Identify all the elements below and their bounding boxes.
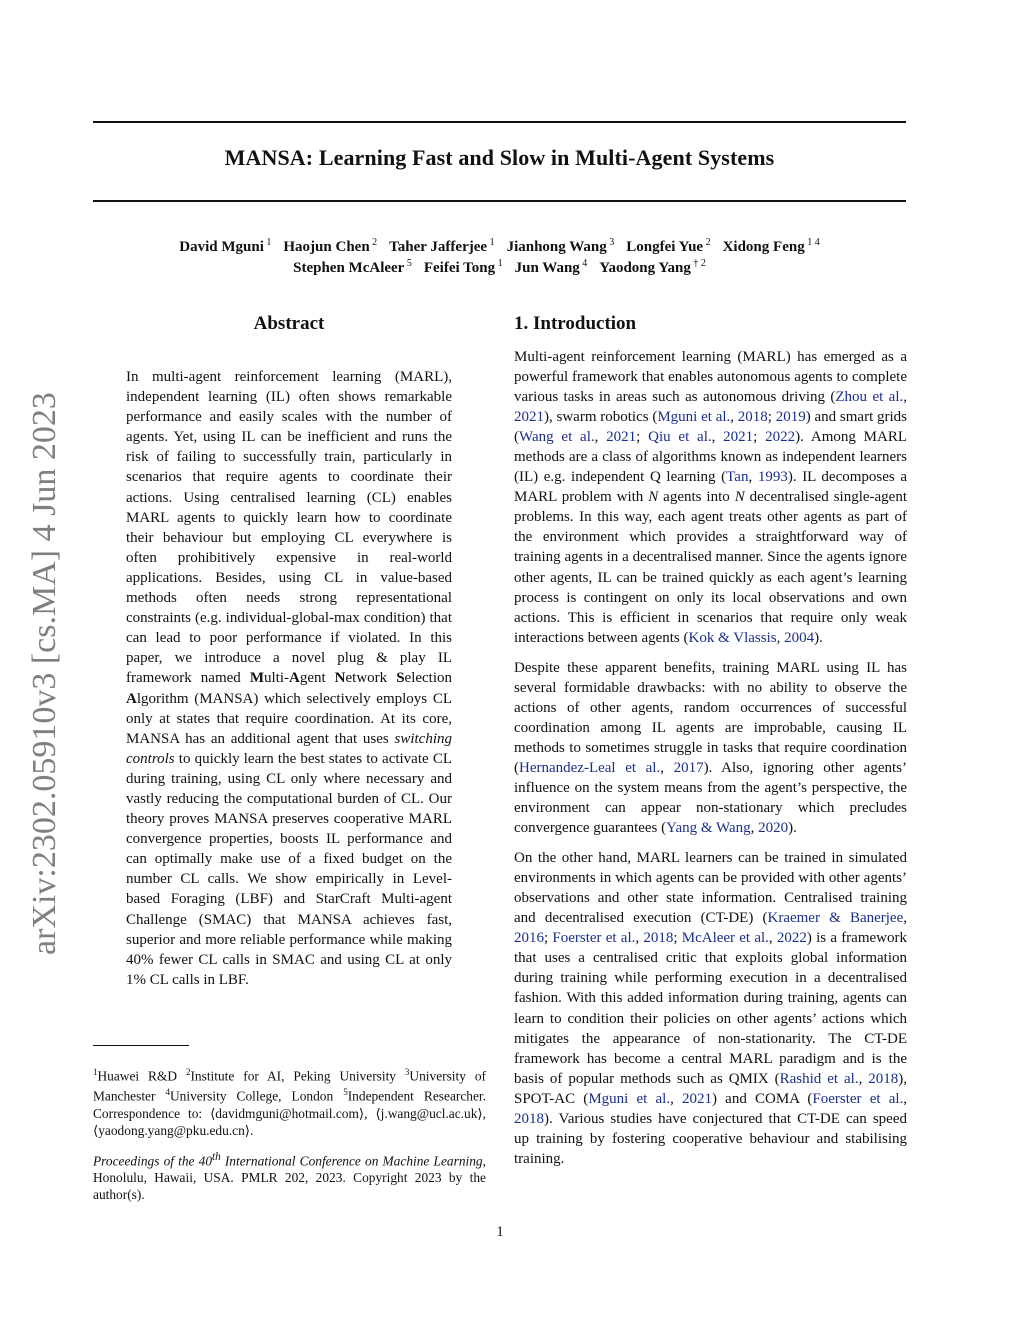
citation-link[interactable]: 2021 bbox=[682, 1090, 713, 1107]
author-name: Haojun Chen $^2$ bbox=[283, 237, 378, 255]
abstract-text-2: (MANSA) which selectively employs CL only at states that require coordination. At its core, MANSA has an additional agent that uses bbox=[126, 690, 452, 747]
paper-title: MANSA: Learning Fast and Slow in Multi-Agent Systems bbox=[224, 145, 775, 170]
citation-link[interactable]: 2021 bbox=[723, 429, 754, 446]
citation-link[interactable]: Kok & Vlassis bbox=[688, 629, 777, 646]
citation-link[interactable]: 2021 bbox=[606, 429, 637, 446]
citation-link[interactable]: 2018 bbox=[868, 1070, 899, 1087]
author-name: Yaodong Yang $^{\dagger 2}$ bbox=[599, 258, 706, 276]
citation-link[interactable]: Zhou et al. bbox=[835, 389, 904, 406]
citation-link[interactable]: Tan bbox=[726, 469, 749, 486]
citation-link[interactable]: 2021 bbox=[514, 409, 544, 426]
citation-link[interactable]: 2020 bbox=[758, 820, 789, 837]
introduction-heading: 1. Introduction bbox=[514, 313, 637, 334]
citation-link[interactable]: Hernandez-Leal et al. bbox=[519, 759, 661, 776]
citation-link[interactable]: Mguni et al. bbox=[657, 409, 731, 426]
author-name: Longfei Yue $^2$ bbox=[626, 237, 711, 255]
citation-link[interactable]: 2017 bbox=[673, 759, 704, 776]
citation-link[interactable]: 2018 bbox=[737, 409, 768, 426]
intro-paragraph-1: Multi-agent reinforcement learning (MARL) has emerged as a powerful framework that enables autonomous agents to complete various tasks in areas such as autonomous driving (Zhou et al., 2021), swarm robotics (Mguni et al., 2018; 2019) and smart grids (Wang et al., 2021; Qiu et al., 2021; 2022). Among MARL methods are a class of algorithms known as independent learners (IL) e.g. independent Q learning (Tan, 1993). IL decomposes a MARL problem with N agents into N decentralised single-agent problems. In this way, each agent treats other agents as part of the environment which provides a straightforward way of training agents in a decentralised manner. Since the agents ignore other agents, IL can be trained quickly as each agent’s learning process is contingent on only its local observations and own actions. This is efficient in scenarios that require only weak interactions between agents (Kok & Vlassis, 2004). bbox=[514, 349, 908, 646]
author-name: Stephen McAleer $^5$ bbox=[293, 258, 412, 276]
proceedings-note: Proceedings of the 40th International Conference on Machine Learning, Honolulu, Hawaii, USA. PMLR 202, 2023. Copyright 2023 by the author(s). bbox=[93, 1151, 486, 1203]
citation-link[interactable]: Qiu et al. bbox=[648, 429, 712, 446]
citation-link[interactable]: Mguni et al. bbox=[588, 1090, 671, 1107]
affiliation-marker: 1 4 bbox=[804, 237, 820, 248]
abstract-text-3: to quickly learn the best states to activate CL during training, using CL only where necessary and vastly reducing the computational burden of CL. Our theory proves MANSA preserves cooperative MARL convergence properties, boosts IL performance and can optimally make use of a fixed budget on the number CL calls. We show empirically in Level-based Foraging (LBF) and StarCraft Multi-agent Challenge (SMAC) that MANSA achieves fast, superior and more reliable performance while making 40% fewer CL calls in SMAC and using CL at only 1% CL calls in LBF. bbox=[126, 750, 452, 988]
abstract-body bbox=[126, 367, 452, 990]
title-rule-bottom bbox=[93, 200, 906, 202]
author-name: Taher Jafferjee $^1$ bbox=[389, 237, 495, 255]
author-list-line1 bbox=[93, 237, 906, 256]
abstract-heading: Abstract bbox=[253, 313, 325, 334]
citation-link[interactable]: 2022 bbox=[765, 429, 796, 446]
citation-link[interactable]: Foerster et al. bbox=[552, 930, 636, 947]
intro-paragraph-2: Despite these apparent benefits, training MARL using IL has several formidable drawbacks: with no ability to observe the actions of other agents, random occurrences of successful coordination among IL agents are improbable, causing IL methods to sometimes struggle in tasks that require coordination (Hernandez-Leal et al., 2017). Also, ignoring other agents’ influence on the system means from the agent’s perspective, the environment can appear non-stationary which precludes convergence guarantees (Yang & Wang, 2020). bbox=[514, 659, 907, 837]
abstract-italic-term: switching controls bbox=[126, 730, 452, 767]
citation-link[interactable]: Kraemer & Banerjee bbox=[767, 910, 904, 927]
affiliation-marker: 1 bbox=[487, 237, 495, 248]
citation-link[interactable]: Yang & Wang bbox=[666, 820, 751, 837]
affiliation-marker: 2 bbox=[703, 237, 711, 248]
citation-link[interactable]: 2016 bbox=[514, 930, 544, 947]
introduction-body bbox=[514, 347, 907, 1179]
affiliation-marker: 3 bbox=[606, 237, 615, 248]
affiliation-marker: † 2 bbox=[690, 258, 706, 269]
author-list-line2 bbox=[93, 258, 906, 277]
citation-link[interactable]: Wang et al. bbox=[519, 429, 595, 446]
citation-link[interactable]: 1993 bbox=[757, 469, 788, 486]
title-rule-top bbox=[93, 121, 906, 123]
citation-link[interactable]: 2022 bbox=[776, 930, 807, 947]
citation-link[interactable]: McAleer et al. bbox=[681, 930, 769, 947]
arxiv-stamp: arXiv:2302.05910v3 [cs.MA] 4 Jun 2023 bbox=[26, 392, 63, 955]
affiliations-footnote: $^1$Huawei R&D $^2$Institute for AI, Peking University $^3$University of Manchester $^4$University College, London $^5$Independent Researcher. Correspondence to: ⟨davidmguni@hotmail.com⟩, ⟨j.wang@ucl.ac.uk⟩, ⟨yaodong.yang@pku.edu.cn⟩. bbox=[93, 1067, 486, 1138]
author-name: Feifei Tong $^1$ bbox=[423, 258, 503, 276]
affiliation-marker: 1 bbox=[495, 258, 503, 269]
affiliation-marker: 5 bbox=[404, 258, 412, 269]
author-name: David Mguni $^1$ bbox=[179, 237, 272, 255]
footnote-rule bbox=[93, 1045, 189, 1046]
citation-link[interactable]: 2004 bbox=[784, 629, 815, 646]
citation-link[interactable]: Foerster et al. bbox=[812, 1090, 904, 1107]
citation-link[interactable]: Rashid et al. bbox=[779, 1070, 859, 1087]
affiliation-marker: 4 bbox=[579, 258, 588, 269]
intro-paragraph-3: On the other hand, MARL learners can be trained in simulated environments in which agents can be provided with other agents’ observations and other state information. Centralised training and decentralised execution (CT-DE) (Kraemer & Banerjee, 2016; Foerster et al., 2018; McAleer et al., 2022) is a framework that uses a centralised critic that exploits global information during training while performing execution in a decentralised fashion. With this added information during training, agents can learn to condition their policies on other agents’ actions which mitigates the appearance of non-stationarity. The CT-DE framework has become a central MARL paradigm and is the basis of popular methods such as QMIX (Rashid et al., 2018), SPOT-AC (Mguni et al., 2021) and COMA (Foerster et al., 2018). Various studies have conjectured that CT-DE can speed up training by fostering cooperative behaviour and stabilising training. bbox=[514, 850, 908, 1167]
author-name: Jianhong Wang $^3$ bbox=[506, 237, 615, 255]
abstract-text-1: In multi-agent reinforcement learning (MARL), independent learning (IL) often shows remarkable performance and easily scales with the number of agents. Yet, using IL can be inefficient and runs the risk of failing to successfully train, particularly in scenarios that require agents to coordinate their actions. Using centralised learning (CL) enables MARL agents to quickly learn how to coordinate their behaviour but employing CL everywhere is often prohibitively expensive in real-world applications. Besides, using CL in value-based methods often needs strong representational constraints (e.g. individual-global-max condition) that can lead to poor performance if violated. In this paper, we introduce a novel plug & play IL framework named bbox=[126, 369, 452, 687]
citation-link[interactable]: 2018 bbox=[643, 930, 674, 947]
affiliation-marker: 1 bbox=[263, 237, 272, 248]
citation-link[interactable]: 2019 bbox=[775, 409, 806, 426]
affiliation-marker: 2 bbox=[369, 237, 378, 248]
author-name: Xidong Feng $^{1 4}$ bbox=[722, 237, 820, 255]
citation-link[interactable]: 2018 bbox=[514, 1110, 544, 1127]
framework-name: Multi-Agent Network Selection Algorithm bbox=[126, 670, 453, 707]
page-number: 1 bbox=[496, 1224, 504, 1240]
author-name: Jun Wang $^4$ bbox=[514, 258, 588, 276]
